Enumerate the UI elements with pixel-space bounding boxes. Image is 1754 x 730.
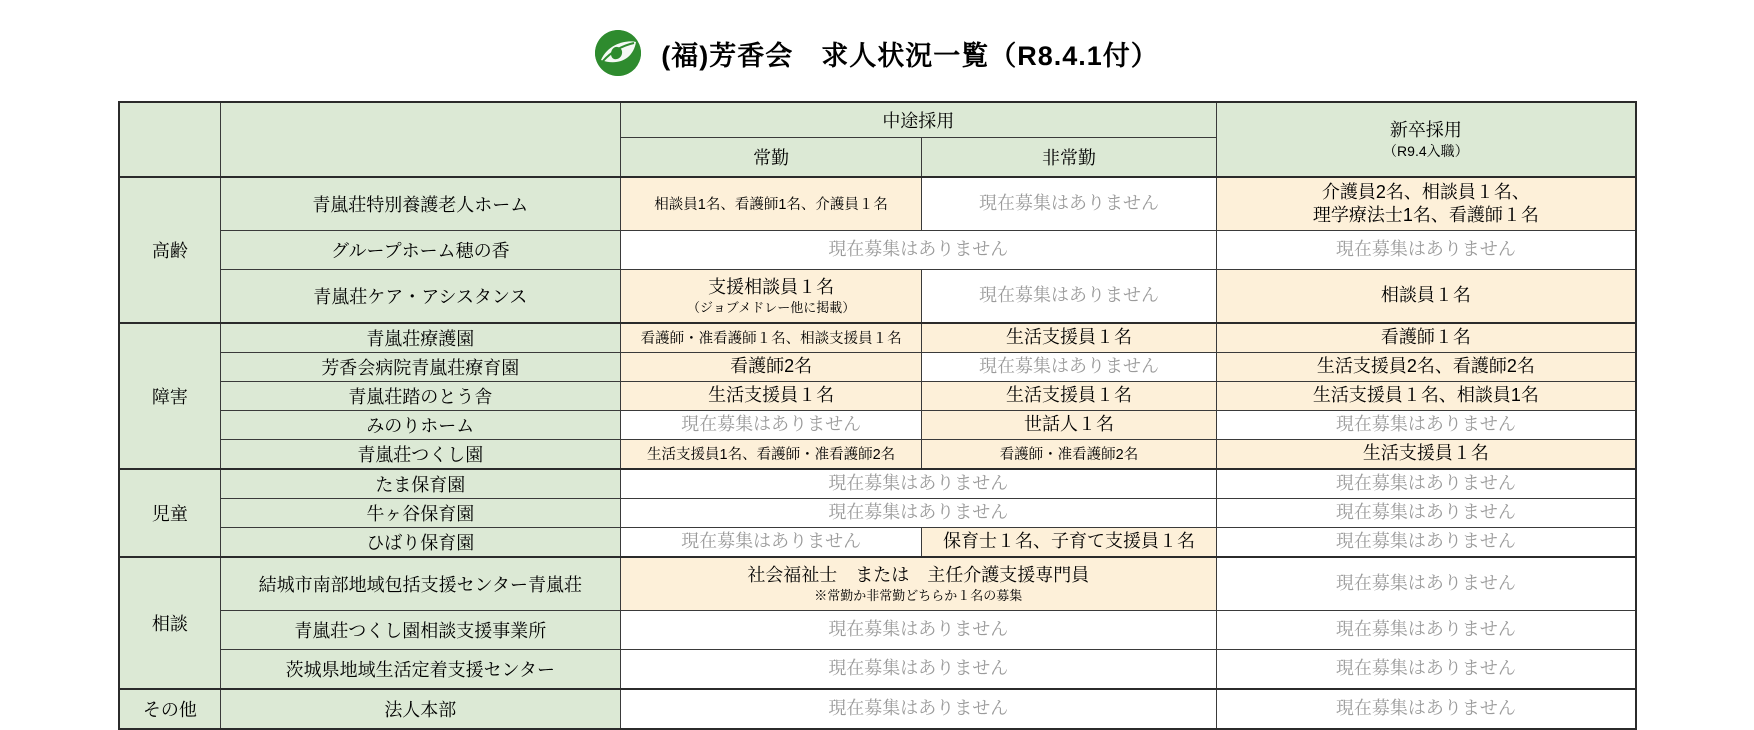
part-time-cell (922, 323, 1216, 353)
facility-cell: みのりホーム (220, 411, 620, 440)
cell-text: 生活支援員１名 (1005, 385, 1132, 406)
new-grad-cell (1216, 650, 1636, 690)
full-time-cell (620, 177, 921, 231)
mid-career-cell (620, 611, 1216, 650)
facility-cell: たま保育園 (220, 469, 620, 499)
new-grad-cell (1216, 382, 1636, 411)
table-row (119, 611, 1636, 650)
full-time-cell (620, 353, 921, 382)
table-row (119, 469, 1636, 499)
organization-logo-icon (595, 30, 641, 76)
cell-text: 現在募集はありません (1335, 619, 1516, 640)
mid-career-cell (620, 231, 1216, 270)
header-cell-facility-blank (220, 102, 620, 177)
part-time-cell (922, 177, 1216, 231)
facility-cell: 芳香会病院青嵐荘療育園 (220, 353, 620, 382)
cell-text: 現在募集はありません (828, 239, 1009, 260)
cell-text: 現在募集はありません (1335, 502, 1516, 523)
table-body (119, 177, 1636, 729)
cell-text: 現在募集はありません (828, 619, 1009, 640)
part-time-cell (922, 270, 1216, 324)
header-cell-full-time: 常勤 (620, 138, 921, 178)
cell-text: 看護師2名 (730, 356, 813, 377)
table-row (119, 270, 1636, 324)
new-grad-cell (1216, 557, 1636, 611)
full-time-cell (620, 323, 921, 353)
cell-text: 生活支援員１名 (708, 385, 835, 406)
cell-note: ※常勤か非常勤どちらか１名の募集 (814, 587, 1023, 603)
part-time-cell (922, 528, 1216, 558)
cell-text: 現在募集はありません (828, 502, 1009, 523)
category-cell: その他 (119, 689, 220, 729)
cell-text: 生活支援員１名 (1362, 443, 1489, 464)
cell-text: 介護員2名、相談員１名、 理学療法士1名、看護師１名 (1312, 181, 1539, 225)
header-cell-part-time: 非常勤 (922, 138, 1216, 178)
cell-text: 現在募集はありません (1335, 531, 1516, 552)
full-time-cell (620, 411, 921, 440)
category-cell: 障害 (119, 323, 220, 469)
table-row (119, 557, 1636, 611)
full-time-cell (620, 440, 921, 470)
page-title: (福)芳香会 求人状況一覧（R8.4.1付） (661, 40, 1159, 71)
cell-text: 世話人１名 (1023, 414, 1114, 435)
cell-text: 保育士１名、子育て支援員１名 (942, 531, 1195, 552)
part-time-cell (922, 353, 1216, 382)
facility-cell: グループホーム穂の香 (220, 231, 620, 270)
header-new-grad-sublabel: （R9.4入職） (1383, 143, 1469, 160)
table-row (119, 440, 1636, 470)
table-row (119, 323, 1636, 353)
facility-cell: ひばり保育園 (220, 528, 620, 558)
cell-text: 生活支援員2名、看護師2名 (1316, 356, 1535, 377)
table-row (119, 382, 1636, 411)
new-grad-cell (1216, 440, 1636, 470)
cell-text: 現在募集はありません (828, 658, 1009, 679)
cell-text: 生活支援員１名、相談員1名 (1312, 385, 1539, 406)
mid-career-cell (620, 469, 1216, 499)
table-row (119, 528, 1636, 558)
cell-text: 相談員1名、看護師1名、介護員１名 (654, 197, 888, 214)
table-header-row-1 (119, 102, 1636, 138)
mid-career-cell (620, 650, 1216, 690)
cell-text: 現在募集はありません (1335, 698, 1516, 719)
facility-cell: 結城市南部地域包括支援センター青嵐荘 (220, 557, 620, 611)
facility-cell: 牛ヶ谷保育園 (220, 499, 620, 528)
cell-text: 社会福祉士 または 主任介護支援専門員 (747, 565, 1090, 586)
cell-text: 現在募集はありません (978, 193, 1159, 214)
cell-text: 現在募集はありません (1335, 573, 1516, 594)
cell-text: 生活支援員1名、看護師・准看護師2名 (647, 447, 896, 464)
part-time-cell (922, 440, 1216, 470)
new-grad-cell (1216, 231, 1636, 270)
cell-text: 看護師・准看護師１名、相談支援員１名 (640, 331, 902, 348)
facility-cell: 青嵐荘ケア・アシスタンス (220, 270, 620, 324)
mid-career-cell (620, 499, 1216, 528)
table-row (119, 650, 1636, 690)
cell-text: 支援相談員１名 (708, 277, 835, 298)
cell-text: 看護師１名 (1380, 327, 1471, 348)
cell-text: 生活支援員１名 (1005, 327, 1132, 348)
cell-text: 現在募集はありません (681, 414, 862, 435)
full-time-cell (620, 528, 921, 558)
full-time-cell (620, 270, 921, 324)
table-row (119, 411, 1636, 440)
cell-text: 現在募集はありません (978, 356, 1159, 377)
new-grad-cell (1216, 469, 1636, 499)
job-openings-table (118, 101, 1637, 730)
table-row (119, 231, 1636, 270)
cell-text: 現在募集はありません (978, 285, 1159, 306)
facility-cell: 青嵐荘つくし園 (220, 440, 620, 470)
cell-text: 現在募集はありません (1335, 473, 1516, 494)
new-grad-cell (1216, 689, 1636, 729)
new-grad-cell (1216, 323, 1636, 353)
part-time-cell (922, 382, 1216, 411)
cell-text: 相談員１名 (1380, 285, 1471, 306)
new-grad-cell (1216, 528, 1636, 558)
cell-text: 現在募集はありません (1335, 414, 1516, 435)
new-grad-cell (1216, 353, 1636, 382)
mid-career-cell (620, 689, 1216, 729)
table-row (119, 689, 1636, 729)
table-row (119, 499, 1636, 528)
category-cell: 高齢 (119, 177, 220, 323)
facility-cell: 青嵐荘療護園 (220, 323, 620, 353)
header-cell-new-grad (1216, 102, 1636, 177)
full-time-cell (620, 382, 921, 411)
category-cell: 相談 (119, 557, 220, 689)
new-grad-cell (1216, 611, 1636, 650)
cell-text: 看護師・准看護師2名 (999, 447, 1139, 464)
cell-text: 現在募集はありません (828, 698, 1009, 719)
facility-cell: 法人本部 (220, 689, 620, 729)
cell-note: （ジョブメドレー他に掲載） (686, 299, 856, 315)
new-grad-cell (1216, 270, 1636, 324)
cell-text: 現在募集はありません (828, 473, 1009, 494)
cell-text: 現在募集はありません (1335, 239, 1516, 260)
cell-text: 現在募集はありません (681, 531, 862, 552)
part-time-cell (922, 411, 1216, 440)
header-new-grad-label: 新卒採用 (1389, 119, 1462, 140)
facility-cell: 茨城県地域生活定着支援センター (220, 650, 620, 690)
new-grad-cell (1216, 411, 1636, 440)
new-grad-cell (1216, 177, 1636, 231)
table-row (119, 353, 1636, 382)
header-cell-mid-career: 中途採用 (620, 102, 1216, 138)
mid-career-cell (620, 557, 1216, 611)
cell-text: 現在募集はありません (1335, 658, 1516, 679)
facility-cell: 青嵐荘踏のとう舎 (220, 382, 620, 411)
table-row (119, 177, 1636, 231)
new-grad-cell (1216, 499, 1636, 528)
table-head (119, 102, 1636, 177)
document-header (0, 0, 1754, 94)
facility-cell: 青嵐荘特別養護老人ホーム (220, 177, 620, 231)
header-cell-category-blank (119, 102, 220, 177)
category-cell: 児童 (119, 469, 220, 557)
job-openings-table-wrapper (118, 101, 1637, 730)
facility-cell: 青嵐荘つくし園相談支援事業所 (220, 611, 620, 650)
